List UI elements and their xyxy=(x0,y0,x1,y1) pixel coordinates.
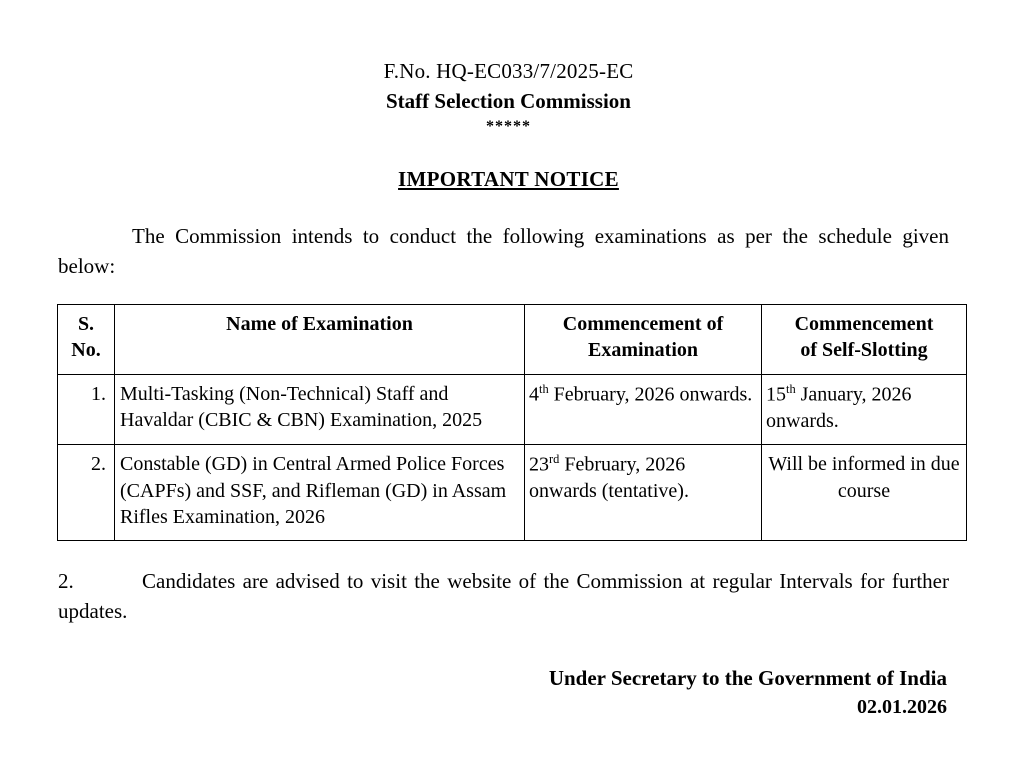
separator-stars: ***** xyxy=(486,117,531,135)
intro-paragraph: The Commission intends to conduct the following examinations as per the schedule given below: xyxy=(58,224,949,279)
column-header-self-slotting-line1: Commencement xyxy=(794,313,934,336)
table-row xyxy=(58,445,967,541)
file-number: F.No. HQ-EC033/7/2025-EC xyxy=(383,59,634,83)
signature-date: 02.01.2026 xyxy=(857,696,947,719)
table-row xyxy=(58,374,967,444)
commencement-day-suffix: rd xyxy=(549,452,560,467)
column-header-name: Name of Examination xyxy=(115,305,525,375)
slotting-day-suffix: th xyxy=(786,381,796,396)
column-header-commencement-line2: Examination xyxy=(587,339,699,362)
column-header-sno-line1: S. xyxy=(77,313,95,336)
cell-self-slotting: Will be informed in due course xyxy=(762,445,967,541)
commencement-rest: February, 2026 onwards (tentative). xyxy=(529,453,689,503)
table-body xyxy=(58,374,967,541)
commencement-rest: February, 2026 onwards. xyxy=(548,383,753,406)
column-header-sno xyxy=(58,305,115,375)
column-header-commencement-line1: Commencement of xyxy=(562,313,724,336)
cell-self-slotting xyxy=(762,374,967,444)
paragraph-2-text: Candidates are advised to visit the website of the Commission at regular Intervals for further updates. xyxy=(58,569,949,624)
organization-name: Staff Selection Commission xyxy=(386,89,631,114)
signatory-designation: Under Secretary to the Government of India xyxy=(548,666,947,691)
cell-exam-name: Constable (GD) in Central Armed Police Forces (CAPFs) and SSF, and Rifleman (GD) in Assam Rifles Examination, 2026 xyxy=(115,445,525,541)
column-header-self-slotting xyxy=(762,305,967,375)
column-header-self-slotting-line2: of Self-Slotting xyxy=(800,339,928,362)
table-header-row xyxy=(58,305,967,375)
column-header-commencement xyxy=(525,305,762,375)
slotting-rest: January, 2026 onwards. xyxy=(766,383,912,432)
page-title: IMPORTANT NOTICE xyxy=(398,167,619,192)
paragraph-2-number: 2. xyxy=(58,569,74,594)
document-header xyxy=(0,58,1017,137)
commencement-day-suffix: th xyxy=(539,381,549,396)
cell-sno: 2. xyxy=(58,445,115,541)
cell-commencement xyxy=(525,445,762,541)
commencement-day: 23 xyxy=(529,453,549,476)
paragraph-2 xyxy=(58,567,949,627)
cell-commencement xyxy=(525,374,762,444)
cell-sno: 1. xyxy=(58,374,115,444)
table-header xyxy=(58,305,967,375)
commencement-day: 4 xyxy=(529,383,539,406)
signature-block xyxy=(0,663,947,722)
cell-exam-name: Multi-Tasking (Non-Technical) Staff and Havaldar (CBIC & CBN) Examination, 2025 xyxy=(115,374,525,444)
examination-schedule-table xyxy=(57,304,967,541)
column-header-sno-line2: No. xyxy=(71,339,101,362)
slotting-day: 15 xyxy=(766,383,786,406)
